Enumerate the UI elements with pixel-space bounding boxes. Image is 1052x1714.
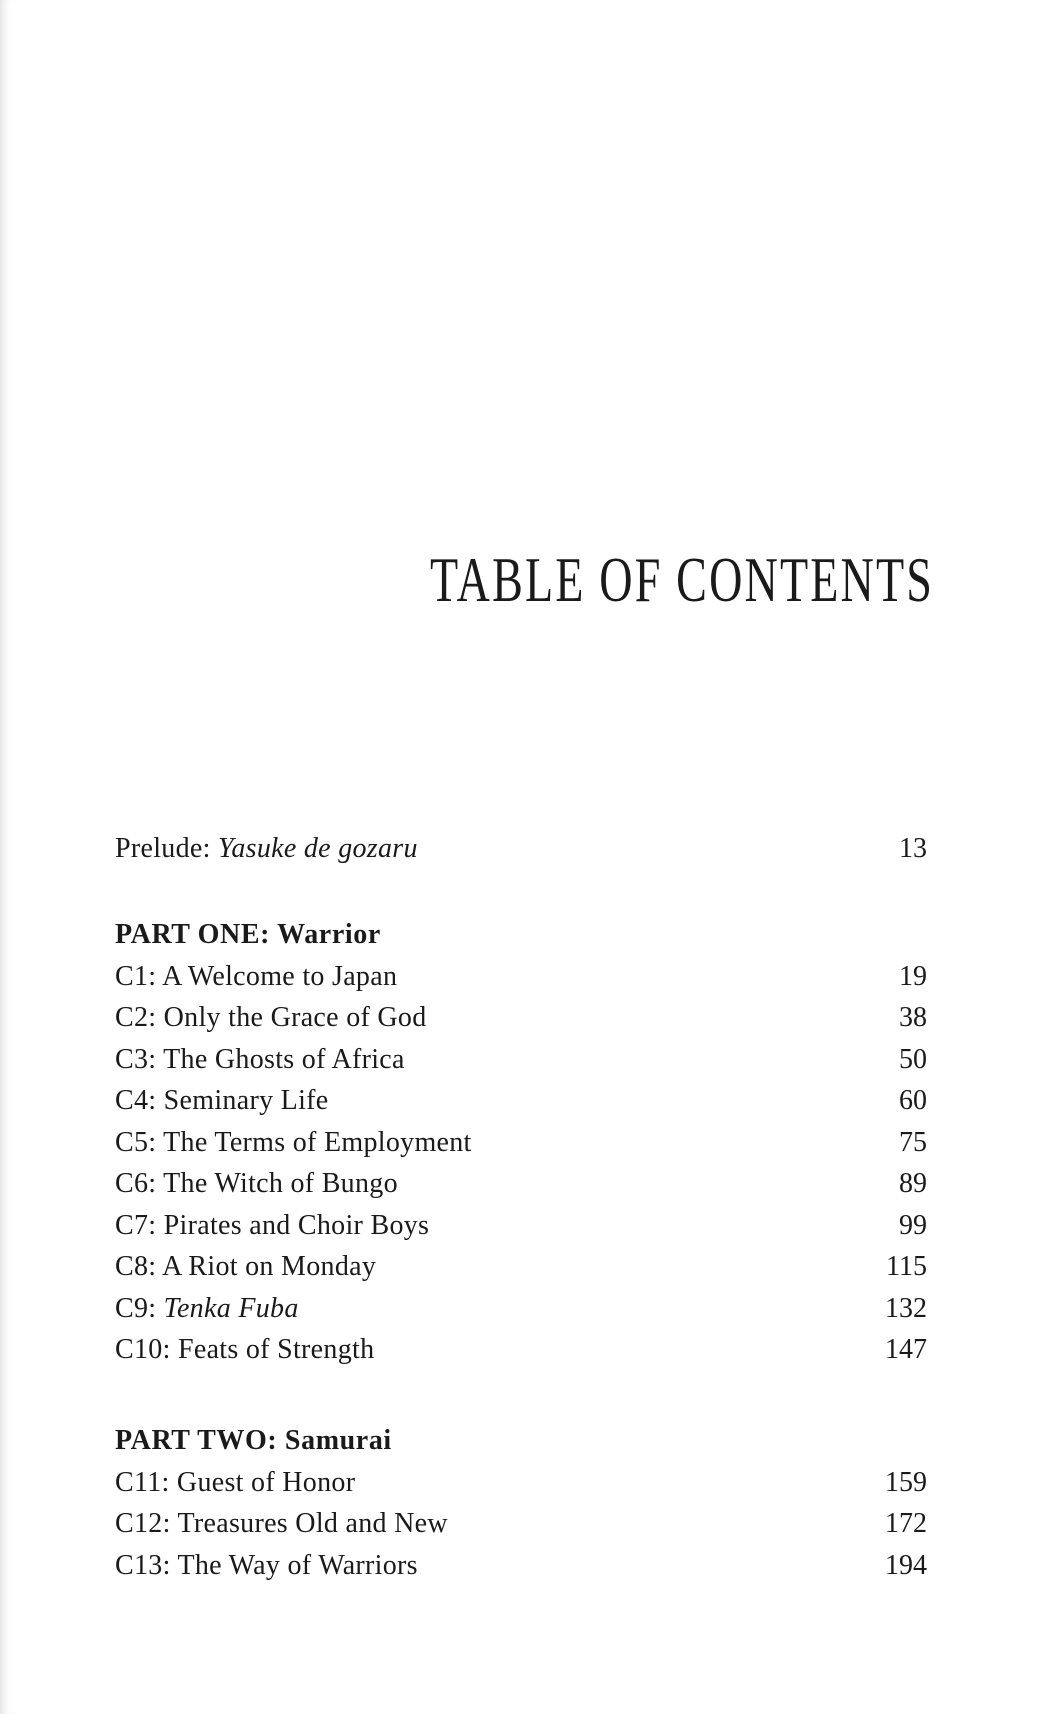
entry-label — [115, 1462, 355, 1504]
part-heading: PART ONE: Warrior — [115, 919, 381, 950]
entry-label — [115, 1205, 429, 1247]
entry-number: C13: — [115, 1549, 178, 1581]
toc-part-two — [115, 1420, 927, 1586]
entry-label — [115, 1246, 376, 1288]
entry-page-number: 147 — [885, 1334, 927, 1365]
entry-page-number: 99 — [899, 1209, 927, 1241]
toc-prelude — [115, 828, 927, 870]
entry-title: The Way of Warriors — [177, 1549, 418, 1581]
entry-number: C3: — [115, 1043, 164, 1075]
entry-number: C1: — [115, 960, 163, 992]
entry-prefix: Prelude: — [115, 833, 219, 864]
entry-number: C2: — [115, 1002, 164, 1033]
entry-page-number: 50 — [899, 1043, 927, 1075]
entry-title: Seminary Life — [163, 1085, 329, 1116]
entry-number: C6: — [115, 1168, 164, 1199]
entry-label — [115, 1503, 448, 1545]
entry-page-number: 60 — [899, 1085, 927, 1116]
entry-number: C10: — [115, 1334, 178, 1365]
entry-title: Only the Grace of God — [163, 1002, 427, 1033]
page-title: TABLE OF CONTENTS — [429, 544, 934, 615]
toc-entry — [115, 1163, 927, 1205]
entry-title: Yasuke de gozaru — [218, 833, 418, 864]
entry-number: C5: — [115, 1126, 164, 1158]
entry-page-number: 89 — [899, 1168, 927, 1199]
entry-page-number: 13 — [899, 833, 927, 864]
entry-title: The Ghosts of Africa — [163, 1043, 405, 1075]
toc-entry — [115, 1246, 927, 1288]
entry-title: A Welcome to Japan — [162, 960, 398, 992]
toc-entry — [115, 1039, 927, 1081]
toc-entry — [115, 1122, 927, 1164]
entry-number: C4: — [115, 1085, 164, 1116]
entry-page-number: 132 — [885, 1292, 927, 1324]
entry-page-number: 194 — [885, 1549, 927, 1581]
entry-number: C9: — [115, 1292, 164, 1324]
entry-title: Treasures Old and New — [177, 1508, 448, 1539]
entry-page-number: 19 — [899, 960, 927, 992]
entry-label — [115, 1163, 398, 1205]
toc-entry — [115, 828, 927, 870]
entry-label — [115, 1329, 374, 1371]
toc-part-one — [115, 914, 927, 1371]
toc-entry — [115, 1462, 927, 1504]
entry-title: A Riot on Monday — [162, 1251, 377, 1282]
entry-title: The Terms of Employment — [163, 1126, 472, 1158]
entry-label — [115, 1288, 299, 1330]
entry-page-number: 75 — [899, 1126, 927, 1158]
entry-label — [115, 828, 418, 870]
toc-entry — [115, 1288, 927, 1330]
toc-entry — [115, 956, 927, 998]
entry-title: The Witch of Bungo — [163, 1168, 398, 1199]
entry-title: Tenka Fuba — [163, 1292, 299, 1324]
toc-entry — [115, 1080, 927, 1122]
toc-entry — [115, 1205, 927, 1247]
entry-label — [115, 1039, 405, 1081]
toc-entry — [115, 997, 927, 1039]
entry-title: Feats of Strength — [177, 1334, 375, 1365]
entry-label — [115, 1545, 418, 1587]
part-heading: PART TWO: Samurai — [115, 1425, 392, 1456]
entry-number: C7: — [115, 1209, 164, 1241]
entry-page-number: 38 — [899, 1002, 927, 1033]
entry-title: Pirates and Choir Boys — [163, 1209, 430, 1241]
entry-label — [115, 956, 397, 998]
toc-entry — [115, 1503, 927, 1545]
entry-number: C11: — [115, 1466, 177, 1498]
entry-page-number: 172 — [885, 1508, 927, 1539]
entry-label — [115, 1080, 329, 1122]
entry-title: Guest of Honor — [176, 1466, 356, 1498]
entry-page-number: 115 — [886, 1251, 927, 1282]
entry-label — [115, 997, 427, 1039]
toc-entry — [115, 1329, 927, 1371]
entry-number: C12: — [115, 1508, 178, 1539]
entry-page-number: 159 — [885, 1466, 927, 1498]
entry-label — [115, 1122, 472, 1164]
entry-number: C8: — [115, 1251, 163, 1282]
toc-entry — [115, 1545, 927, 1587]
